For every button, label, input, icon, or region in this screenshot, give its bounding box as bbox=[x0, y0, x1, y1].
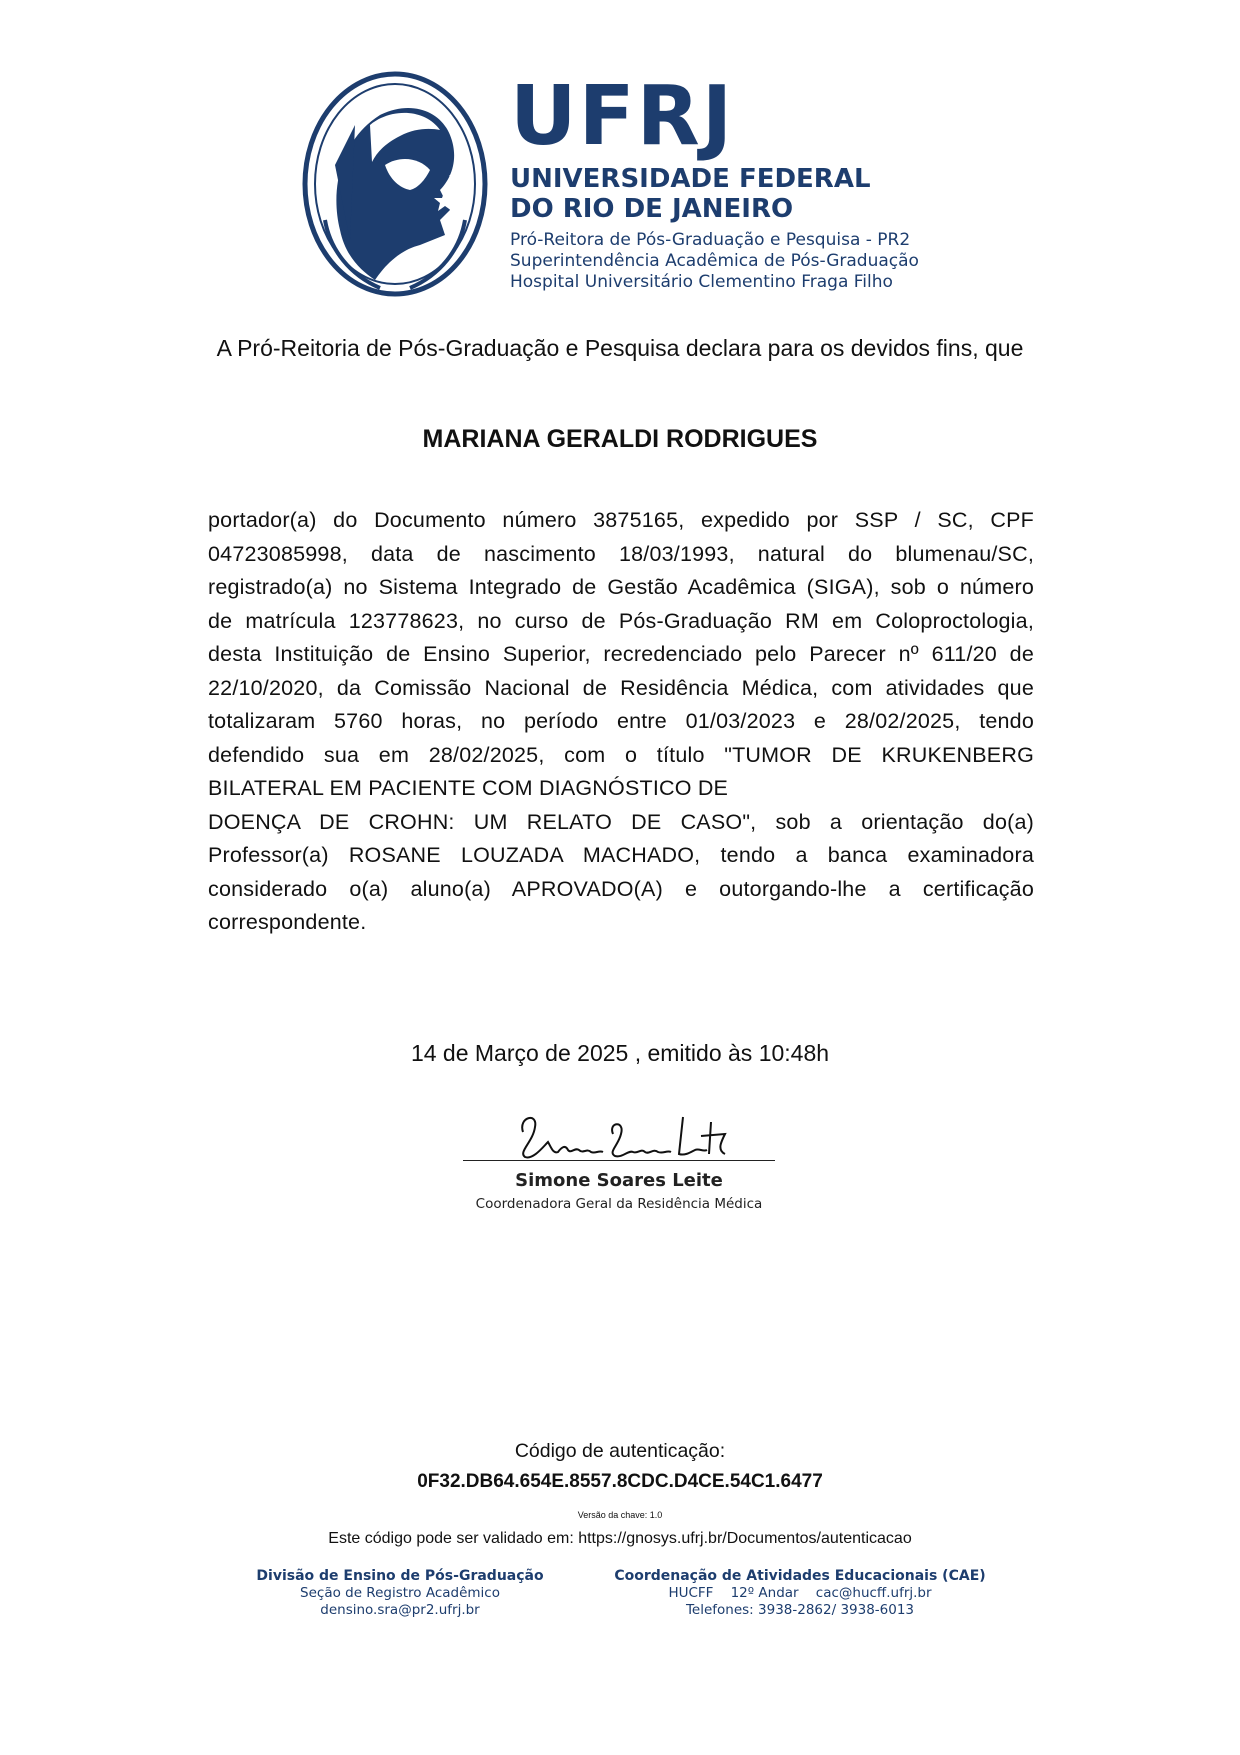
declaration-intro: A Pró-Reitoria de Pós-Graduação e Pesquisa declara para os devidos fins, que bbox=[216, 335, 1024, 361]
letterhead bbox=[300, 70, 980, 305]
footer-right bbox=[610, 1568, 990, 1619]
key-version: Versão da chave: 1.0 bbox=[577, 1510, 663, 1520]
signer-name: Simone Soares Leite bbox=[515, 1170, 723, 1191]
footer-left-title: Divisão de Ensino de Pós-Graduação bbox=[256, 1568, 544, 1584]
body-line: BILATERAL EM PACIENTE COM DIAGNÓSTICO DE bbox=[208, 776, 729, 800]
footer-right-line: HUCFF 12º Andar cac@hucff.ufrj.br bbox=[668, 1585, 932, 1601]
university-name-line2: DO RIO DE JANEIRO bbox=[510, 194, 794, 224]
body-line: considerado o(a) aluno(a) APROVADO(A) e outorgando-lhe a certificação bbox=[208, 876, 1034, 901]
signature-line bbox=[463, 1160, 775, 1161]
body-line: defendido sua em 28/02/2025, com o título "TUMOR DE KRUKENBERG bbox=[208, 742, 1034, 767]
body-line: 22/10/2020, da Comissão Nacional de Residência Médica, com atividades que bbox=[208, 675, 1034, 700]
unit-line: Hospital Universitário Clementino Fraga Filho bbox=[510, 272, 893, 292]
body-line: Professor(a) ROSANE LOUZADA MACHADO, tendo a banca examinadora bbox=[208, 843, 1034, 867]
ufrj-minerva-seal-logo bbox=[300, 70, 490, 298]
unit-line: Pró-Reitora de Pós-Graduação e Pesquisa - PR2 bbox=[510, 230, 911, 250]
footer-left-line: Seção de Registro Acadêmico bbox=[300, 1585, 500, 1601]
auth-code-label: Código de autenticação: bbox=[514, 1440, 726, 1462]
body-line: 04723085998, data de nascimento 18/03/1993, natural do blumenau/SC, bbox=[208, 541, 1034, 566]
footer-left-email: densino.sra@pr2.ufrj.br bbox=[320, 1602, 480, 1618]
footer-right-phones: Telefones: 3938-2862/ 3938-6013 bbox=[685, 1602, 915, 1618]
signer-role: Coordenadora Geral da Residência Médica bbox=[475, 1196, 763, 1212]
body-line: DOENÇA DE CROHN: UM RELATO DE CASO", sob a orientação do(a) bbox=[208, 809, 1034, 834]
body-line: portador(a) do Documento número 3875165, expedido por SSP / SC, CPF bbox=[208, 508, 1034, 532]
body-line: correspondente. bbox=[208, 910, 367, 934]
footer-left bbox=[255, 1568, 545, 1619]
body-line: desta Instituição de Ensino Superior, recredenciado pelo Parecer nº 611/20 de bbox=[208, 642, 1034, 666]
body-line: de matrícula 123778623, no curso de Pós-Graduação RM em Coloproctologia, bbox=[208, 608, 1034, 633]
issue-date: 14 de Março de 2025 , emitido às 10:48h bbox=[410, 1040, 830, 1066]
unit-line: Superintendência Acadêmica de Pós-Graduação bbox=[510, 251, 919, 271]
student-name: MARIANA GERALDI RODRIGUES bbox=[422, 425, 818, 453]
ufrj-wordmark: UFRJ bbox=[510, 69, 735, 164]
body-line: totalizaram 5760 horas, no período entre 01/03/2023 e 28/02/2025, tendo bbox=[208, 709, 1034, 733]
university-name-line1: UNIVERSIDADE FEDERAL bbox=[510, 164, 871, 194]
body-line: registrado(a) no Sistema Integrado de Gestão Acadêmica (SIGA), sob o número bbox=[208, 575, 1034, 599]
footer-right-title: Coordenação de Atividades Educacionais (CAE) bbox=[614, 1568, 986, 1584]
unit-lines bbox=[510, 230, 919, 293]
brand-text bbox=[510, 69, 919, 293]
handwritten-signature bbox=[513, 1112, 733, 1162]
validation-text: Este código pode ser validado em: https://gnosys.ufrj.br/Documentos/autenticacao bbox=[328, 1530, 912, 1547]
declaration-body bbox=[208, 504, 1034, 940]
auth-code: 0F32.DB64.654E.8557.8CDC.D4CE.54C1.6477 bbox=[417, 1471, 823, 1492]
